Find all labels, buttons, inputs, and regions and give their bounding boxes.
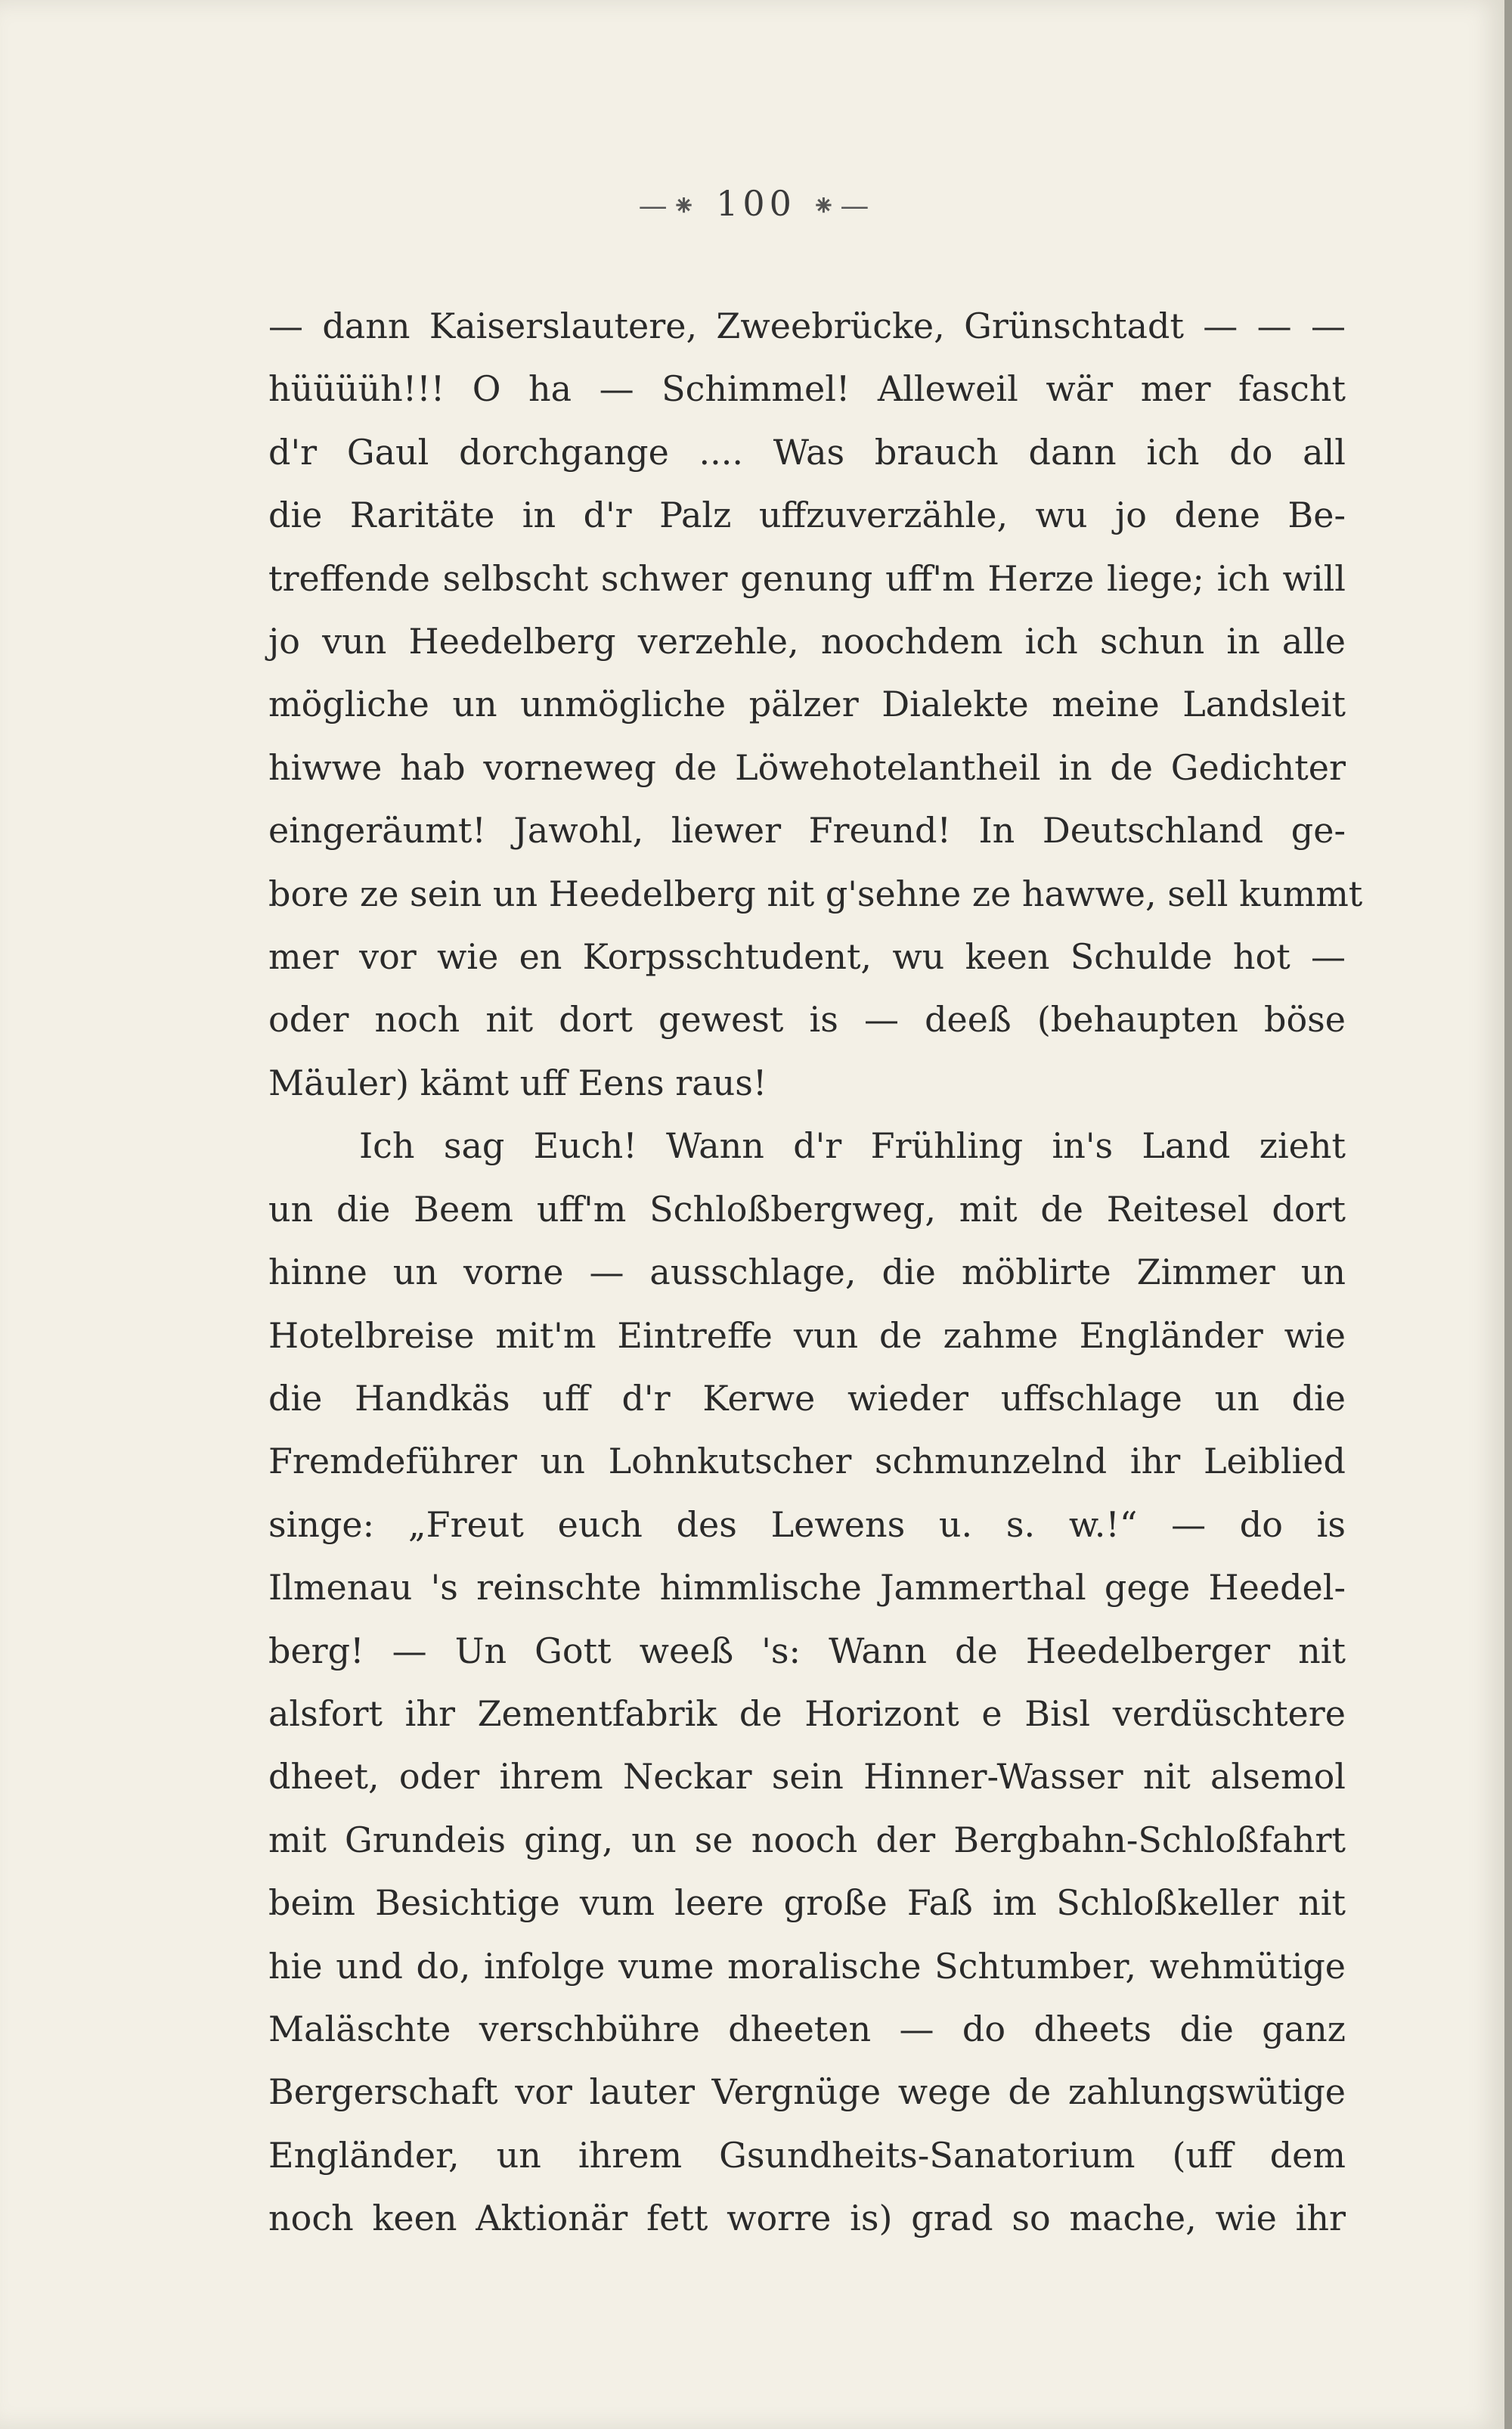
text-line: singe: „Freut euch des Lewens u. s. w.!“ — do is	[268, 1503, 1346, 1545]
text-line: dheet, oder ihrem Neckar sein Hinner-Wasser nit alsemol	[268, 1756, 1346, 1798]
text-line: mit Grundeis ging, un se nooch der Bergbahn-Schloßfahrt	[268, 1819, 1346, 1860]
text-line: noch keen Aktionär fett worre is) grad so mache, wie ihr	[268, 2198, 1346, 2239]
text-line: Mäuler) kämt uff Eens raus!	[268, 1062, 767, 1103]
text-line: bore ze sein un Heedelberg nit g'sehne ze hawwe, sell kummt	[268, 873, 1363, 914]
body-text	[268, 295, 1363, 2251]
text-line: beim Besichtige vum leere große Faß im Schloßkeller nit	[268, 1882, 1346, 1924]
text-line: Engländer, un ihrem Gsundheits-Sanatorium (uff dem	[268, 2134, 1346, 2176]
text-line: Hotelbreise mit'm Eintreffe vun de zahme Engländer wie	[268, 1314, 1346, 1356]
text-line: oder noch nit dort gewest is — deeß (behaupten böse	[268, 999, 1346, 1041]
text-line: — dann Kaiserslautere, Zweebrücke, Grünschtadt — — —	[268, 306, 1346, 346]
text-line: alsfort ihr Zementfabrik de Horizont e Bisl verdüschtere	[268, 1692, 1346, 1734]
text-line: Bergerschaft vor lauter Vergnüge wege de zahlungswütige	[268, 2071, 1346, 2113]
text-line: hie und do, infolge vume moralische Schtumber, wehmütige	[268, 1945, 1346, 1987]
text-line: mer vor wie en Korpsschtudent, wu keen Schulde hot —	[268, 936, 1346, 978]
left-ornament: —⁕	[638, 189, 701, 222]
page-header	[0, 183, 1512, 224]
text-line: hinne un vorne — ausschlage, die möblirte Zimmer un	[268, 1252, 1346, 1293]
text-line: hüüüüh!!! O ha — Schimmel! Alleweil wär mer fascht	[268, 368, 1346, 410]
text-line: hiwwe hab vorneweg de Löwehotelantheil in de Gedichter	[268, 746, 1346, 788]
text-line: Ich sag Euch! Wann d'r Frühling in's Land zieht	[359, 1125, 1346, 1167]
text-line: Fremdeführer un Lohnkutscher schmunzelnd ihr Leiblied	[268, 1441, 1346, 1482]
text-line: die Raritäte in d'r Palz uffzuverzähle, wu jo dene Be-	[268, 495, 1346, 536]
text-line: berg! — Un Gott weeß 's: Wann de Heedelberger nit	[268, 1630, 1346, 1671]
page-edge	[1504, 0, 1512, 2429]
text-line: jo vun Heedelberg verzehle, noochdem ich schun in alle	[268, 621, 1346, 662]
text-line: Ilmenau 's reinschte himmlische Jammerthal gege Heedel-	[268, 1567, 1346, 1608]
text-line: d'r Gaul dorchgange .... Was brauch dann ich do all	[268, 431, 1346, 473]
text-line: un die Beem uff'm Schloßbergweg, mit de Reitesel dort	[268, 1188, 1346, 1230]
right-ornament: ⁕—	[811, 189, 874, 222]
text-line: Maläschte verschbühre dheeten — do dheets die ganz	[268, 2008, 1346, 2049]
page-number: 100	[716, 183, 796, 224]
text-line: mögliche un unmögliche pälzer Dialekte meine Landsleit	[268, 684, 1346, 725]
text-line: treffende selbscht schwer genung uff'm Herze liege; ich will	[268, 557, 1346, 599]
text-line: die Handkäs uff d'r Kerwe wieder uffschlage un die	[268, 1377, 1346, 1419]
text-line: eingeräumt! Jawohl, liewer Freund! In Deutschland ge-	[268, 810, 1346, 852]
